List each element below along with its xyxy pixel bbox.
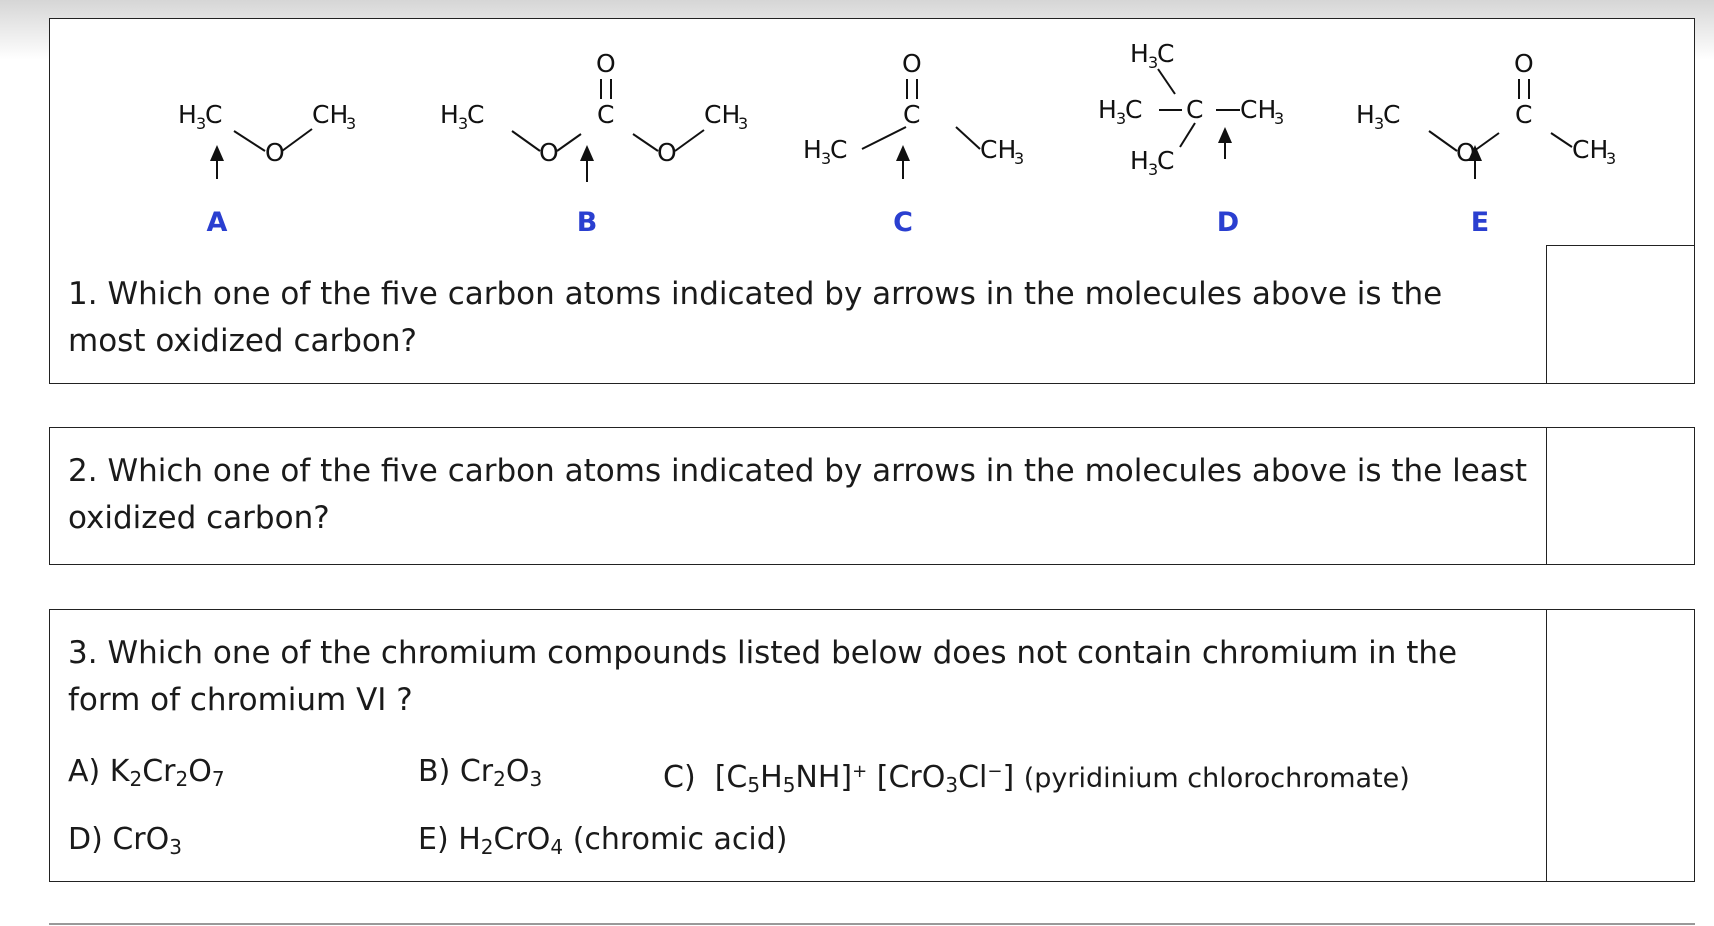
svg-text:H: H xyxy=(440,100,459,129)
choice-e: E) $H_2CrO_4$ (chromic acid) xyxy=(418,822,788,859)
svg-text:C: C xyxy=(830,135,848,164)
question-1-box xyxy=(49,18,1695,384)
svg-text:H: H xyxy=(1098,95,1117,124)
svg-text:O: O xyxy=(596,49,616,78)
svg-text:C: C xyxy=(597,100,615,129)
choice-c-name: (pyridinium chlorochromate) xyxy=(1023,763,1410,794)
answer-box-3[interactable] xyxy=(1546,610,1694,881)
svg-text:C: C xyxy=(903,100,921,129)
molecule-label-d: D xyxy=(1216,207,1240,238)
svg-text:3: 3 xyxy=(1014,149,1025,168)
svg-text:3: 3 xyxy=(346,114,357,133)
answer-box-2[interactable] xyxy=(1546,428,1694,564)
svg-text:H: H xyxy=(1130,39,1149,68)
choice-b: B) $Cr_2O_3$ xyxy=(418,754,543,791)
svg-text:O: O xyxy=(265,138,285,167)
molecule-label-c: C xyxy=(893,207,913,238)
svg-text:H: H xyxy=(803,135,822,164)
choice-c: C) $[C_5H_5NH]^+$ [CrO$_3$Cl−] (pyridinium chlorochromate) xyxy=(663,760,1410,797)
molecule-a xyxy=(178,100,356,167)
svg-text:C: C xyxy=(1125,95,1143,124)
question-3-text xyxy=(68,630,1528,724)
molecule-e xyxy=(1356,49,1616,168)
choice-b-letter: B) xyxy=(418,754,451,789)
choice-d: D) CrO$_3$ xyxy=(68,822,182,859)
svg-text:O: O xyxy=(1514,49,1534,78)
svg-text:C: C xyxy=(1157,39,1175,68)
svg-text:3: 3 xyxy=(1606,149,1617,168)
svg-text:CH: CH xyxy=(704,100,741,129)
svg-text:C: C xyxy=(1157,146,1175,175)
svg-text:CH: CH xyxy=(312,100,349,129)
svg-text:CH: CH xyxy=(1572,135,1609,164)
svg-text:3: 3 xyxy=(1116,109,1127,128)
question-2-text xyxy=(68,448,1528,542)
choice-e-letter: E) xyxy=(418,822,449,857)
svg-text:3: 3 xyxy=(196,114,207,133)
svg-text:3: 3 xyxy=(1148,160,1159,179)
choice-d-letter: D) xyxy=(68,822,103,857)
molecule-b xyxy=(440,49,748,167)
molecule-diagram xyxy=(50,19,1696,269)
svg-text:H: H xyxy=(178,100,197,129)
svg-text:CH: CH xyxy=(980,135,1017,164)
svg-text:C: C xyxy=(1515,100,1533,129)
molecule-label-e: E xyxy=(1470,207,1490,238)
svg-text:C: C xyxy=(467,100,485,129)
svg-text:C: C xyxy=(1186,95,1204,124)
molecule-d xyxy=(1098,39,1284,179)
svg-text:H: H xyxy=(1130,146,1149,175)
svg-text:O: O xyxy=(539,138,559,167)
molecule-c xyxy=(803,49,1024,168)
choice-a-letter: A) xyxy=(68,754,101,789)
question-body: Which one of the five carbon atoms indicated by arrows in the molecules above is the most oxidized carbon? xyxy=(68,276,1443,359)
svg-text:3: 3 xyxy=(1374,114,1385,133)
svg-text:3: 3 xyxy=(1148,53,1159,72)
question-body: Which one of the chromium compounds listed below does not contain chromium in the form of chromium VI ? xyxy=(68,635,1458,718)
question-1-text xyxy=(68,271,1528,365)
question-2-box xyxy=(49,427,1695,565)
svg-text:C: C xyxy=(1383,100,1401,129)
svg-text:3: 3 xyxy=(1274,109,1285,128)
molecule-label-a: A xyxy=(206,207,228,238)
choice-a: A) $K_2Cr_2O_7$ xyxy=(68,754,225,791)
svg-text:O: O xyxy=(657,138,677,167)
svg-text:CH: CH xyxy=(1240,95,1277,124)
svg-text:3: 3 xyxy=(738,114,749,133)
bottom-divider xyxy=(49,923,1695,925)
choice-c-letter: C) xyxy=(663,760,696,795)
question-number: 1. xyxy=(68,276,98,312)
answer-box-1[interactable] xyxy=(1546,245,1694,383)
svg-text:O: O xyxy=(902,49,922,78)
question-3-box xyxy=(49,609,1695,882)
choice-e-name: (chromic acid) xyxy=(572,822,788,857)
svg-text:H: H xyxy=(1356,100,1375,129)
svg-text:O: O xyxy=(1456,138,1476,167)
molecule-label-b: B xyxy=(576,207,598,238)
svg-text:3: 3 xyxy=(821,149,832,168)
svg-text:3: 3 xyxy=(458,114,469,133)
question-number: 3. xyxy=(68,635,98,671)
svg-text:C: C xyxy=(205,100,223,129)
question-number: 2. xyxy=(68,453,98,489)
question-body: Which one of the five carbon atoms indicated by arrows in the molecules above is the least oxidized carbon? xyxy=(68,453,1528,536)
